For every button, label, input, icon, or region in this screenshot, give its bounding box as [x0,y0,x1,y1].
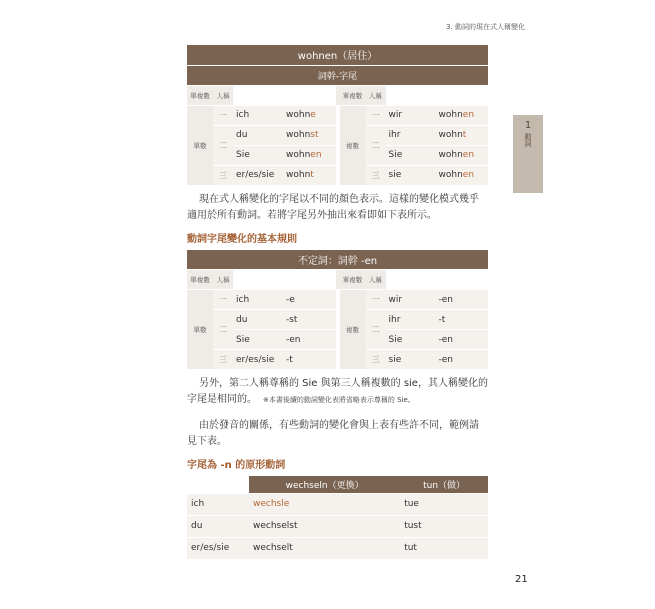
hdr-number: 單複數 [187,270,213,290]
table-row [187,165,488,185]
pronoun-cell: Sie [386,145,436,165]
hdr-number: 單複數 [340,270,366,290]
page-number: 21 [515,574,528,585]
table-row [187,515,488,537]
form-cell: tut [400,537,488,559]
pronoun-cell: du [187,515,249,537]
ending-cell: -t [436,310,489,330]
chapter-number: 1 [524,120,532,131]
table-row [187,350,488,370]
form-cell: wohne [283,105,336,125]
footnote: ※本書後續的動詞變化表將省略表示尊稱的 Sie。 [263,396,415,404]
plural-label: 複數 [340,105,366,185]
running-header: 3. 動詞的現在式人稱變化 [446,23,525,31]
pronoun-cell: du [233,125,283,145]
pronoun-cell: Sie [233,145,283,165]
table-row [187,105,488,125]
form-cell: wechselst [249,515,400,537]
pronoun-cell: Sie [386,330,436,350]
table-row [187,125,488,145]
section-title: 動詞字尾變化的基本規則 [187,233,297,245]
pronoun-cell: er/es/sie [233,165,283,185]
col-tun: tun（做） [400,476,488,493]
hdr-number: 單複數 [340,85,366,105]
form-cell: wohnen [436,105,489,125]
ending-cell: -e [283,290,336,310]
section-title: 字尾為 -n 的原形動詞 [187,460,286,471]
form-cell: wechselt [249,537,400,559]
form-cell: wohnen [436,165,489,185]
endings-table [187,250,488,371]
form-cell: wohnen [436,145,489,165]
form-cell: wohnt [436,125,489,145]
paragraph: 另外，第二人稱尊稱的 Sie 與第三人稱複數的 sie，其人稱變化的字尾是相同的。 ※本書後續的動詞變化表將省略表示尊稱的 Sie。 [187,378,488,405]
singular-label: 單數 [187,290,213,370]
ending-cell: -en [283,330,336,350]
table2-title: 不定詞：詞幹 -en [187,250,488,270]
pronoun-cell: du [233,310,283,330]
person-cell: 二 [213,125,233,165]
hdr-person: 人稱 [366,85,386,105]
plural-label: 複數 [340,290,366,370]
form-cell: wohnst [283,125,336,145]
wohnen-table [187,45,488,186]
table-row [187,493,488,515]
person-cell: 三 [213,165,233,185]
pronoun-cell: wir [386,105,436,125]
paragraph: 現在式人稱變化的字尾以不同的顏色表示。這樣的變化模式幾乎適用於所有動詞。若將字尾另外抽出來看即如下表所示。 [187,193,479,221]
person-cell: 二 [366,125,386,165]
hdr-person: 人稱 [213,270,233,290]
paragraph: 由於發音的關係，有些動詞的變化會與上表有些許不同，範例請見下表。 [187,420,479,447]
pronoun-cell: ihr [386,125,436,145]
hdr-person: 人稱 [213,85,233,105]
pronoun-cell: sie [386,165,436,185]
pronoun-cell: wir [386,290,436,310]
person-cell: 三 [366,350,386,370]
table-row [187,310,488,330]
col-wechseln: wechseln（更換） [249,476,400,493]
person-cell: 一 [366,105,386,125]
irregular-table [187,476,488,560]
chapter-label: 動詞 [524,133,532,147]
singular-label: 單數 [187,105,213,185]
hdr-number: 單複數 [187,85,213,105]
chapter-tab [513,115,543,193]
table-row [187,330,488,350]
ending-cell: -st [283,310,336,330]
pronoun-cell: er/es/sie [233,350,283,370]
person-cell: 一 [213,105,233,125]
table-row [187,290,488,310]
person-cell: 二 [366,310,386,350]
form-cell: wohnt [283,165,336,185]
table-row [187,537,488,559]
form-cell: tust [400,515,488,537]
pronoun-cell: Sie [233,330,283,350]
table1-title: wohnen（居住） [187,45,488,65]
form-cell: wechsle [249,493,400,515]
person-cell: 三 [366,165,386,185]
table-row [187,145,488,165]
form-cell: wohnen [283,145,336,165]
form-cell: tue [400,493,488,515]
ending-cell: -en [436,350,489,370]
person-cell: 三 [213,350,233,370]
person-cell: 一 [213,290,233,310]
hdr-person: 人稱 [366,270,386,290]
table1-subtitle: 詞幹-字尾 [187,65,488,85]
person-cell: 二 [213,310,233,350]
pronoun-cell: ihr [386,310,436,330]
pronoun-cell: er/es/sie [187,537,249,559]
ending-cell: -en [436,290,489,310]
ending-cell: -t [283,350,336,370]
pronoun-cell: sie [386,350,436,370]
page-content [187,45,488,560]
pronoun-cell: ich [233,105,283,125]
pronoun-cell: ich [233,290,283,310]
ending-cell: -en [436,330,489,350]
pronoun-cell: ich [187,493,249,515]
person-cell: 一 [366,290,386,310]
